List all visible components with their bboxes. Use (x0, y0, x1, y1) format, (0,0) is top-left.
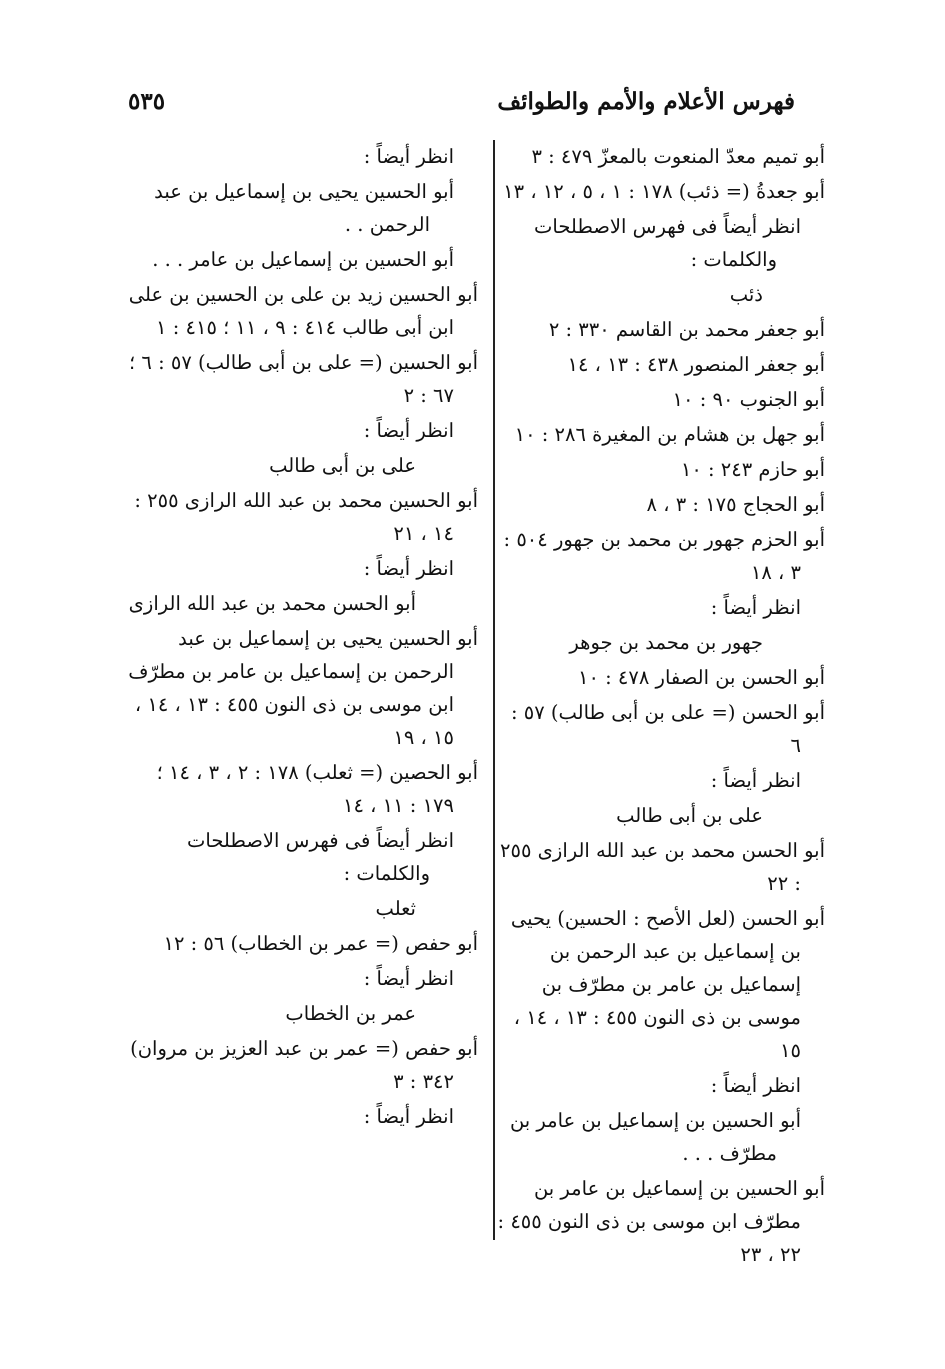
cross-reference-target: على بن أبى طالب (616, 804, 763, 827)
cross-reference-note: انظر أيضاً : (710, 1074, 801, 1097)
index-entry: أبو جهل بن هشام بن المغيرة ٢٨٦ : ١٠ (514, 423, 825, 446)
index-entry: أبو جعفر محمد بن القاسم ٣٣٠ : ٢ (548, 318, 825, 341)
cross-reference-note: انظر أيضاً : (363, 145, 454, 168)
running-header-title: فهرس الأعلام والأمم والطوائف (497, 88, 795, 115)
index-entry: أبو حازم ٢٤٣ : ١٠ (680, 458, 825, 481)
index-entry: أبو الحزم جهور بن محمد بن جهور ٥٠٤ : ٣ ، ١٨ (503, 528, 825, 584)
left-index-column (128, 140, 478, 1135)
cross-reference-target: على بن أبى طالب (269, 454, 416, 477)
index-entry: أبو الجنوب ٩٠ : ١٠ (672, 388, 825, 411)
cross-reference-target: ثعلب (375, 897, 416, 920)
cross-reference-note: انظر أيضاً فى فهرس الاصطلحات والكلمات : (187, 829, 454, 885)
cross-reference-target: أبو الحسن محمد بن عبد الله الرازى (128, 592, 416, 615)
index-entry: أبو الحسن (= على بن أبى طالب) ٥٧ : ٦ (510, 701, 825, 757)
page-header (128, 88, 795, 128)
cross-reference-note: انظر أيضاً : (363, 557, 454, 580)
index-entry: أبو تميم معدّ المنعوت بالمعزّ ٤٧٩ : ٣ (531, 145, 825, 168)
index-entry: أبو الحسن بن الصفار ٤٧٨ : ١٠ (577, 666, 825, 689)
cross-reference-note: انظر أيضاً : (363, 1105, 454, 1128)
index-entry: أبو جعدةُ (= ذئب) ١٧٨ : ١ ، ٥ ، ١٢ ، ١٣ (503, 180, 825, 203)
index-entry: أبو الحسين بن إسماعيل بن عامر بن مطرّف ابن موسى بن ذى النون ٤٥٥ : ٢٢ ، ٢٣ (497, 1177, 825, 1266)
index-entry: أبو الحسين زيد بن على بن الحسين بن على ابن أبى طالب ٤١٤ : ٩ ، ١١ ؛ ٤١٥ : ١ (128, 283, 478, 339)
index-entry: أبو الحسين (= على بن أبى طالب) ٥٧ : ٦ ؛ ٦٧ : ٢ (128, 351, 478, 407)
cross-reference-note: أبو الحسين بن إسماعيل بن عامر . . . (152, 248, 454, 271)
index-entry: أبو الحسين يحيى بن إسماعيل بن عبد الرحمن بن إسماعيل بن عامر بن مطرّف ابن موسى بن ذى النون ٤٥٥ : ١٣ ، ١٤ ، ١٥ ، ١٩ (128, 627, 478, 749)
cross-reference-target: ذئب (729, 283, 763, 306)
index-entry: أبو الحجاج ١٧٥ : ٣ ، ٨ (646, 493, 825, 516)
cross-reference-target: جهور بن محمد بن جوهر (569, 631, 763, 654)
index-entry: أبو الحسن (لعل الأصح : الحسين) يحيى بن إسماعيل بن عبد الرحمن بن إسماعيل بن عامر بن مطرّف بن موسى بن ذى النون ٤٥٥ : ١٣ ، ١٤ ، ١٥ (510, 907, 825, 1062)
cross-reference-note: انظر أيضاً : (363, 419, 454, 442)
index-entry: أبو الحسن محمد بن عبد الله الرازى ٢٥٥ : ٢٢ (500, 839, 825, 895)
page-number: ٥٣٥ (128, 88, 166, 115)
index-entry: أبو حفص (= عمر بن عبد العزيز بن مروان) ٣٤٢ : ٣ (130, 1037, 478, 1093)
cross-reference-note: انظر أيضاً : (710, 769, 801, 792)
cross-reference-note: انظر أيضاً : (710, 596, 801, 619)
cross-reference-note: أبو الحسين يحيى بن إسماعيل بن عبد الرحمن . . (154, 180, 454, 236)
index-entry: أبو الحصين (= ثعلب) ١٧٨ : ٢ ، ٣ ، ١٤ ؛ ١٧٩ : ١١ ، ١٤ (156, 761, 478, 817)
index-entry: أبو الحسين محمد بن عبد الله الرازى ٢٥٥ : ١٤ ، ٢١ (134, 489, 478, 545)
index-entry: أبو حفص (= عمر بن الخطاب) ٥٦ : ١٢ (163, 932, 478, 955)
right-index-column (497, 140, 825, 1273)
cross-reference-note: انظر أيضاً فى فهرس الاصطلحات والكلمات : (534, 215, 801, 271)
cross-reference-note: أبو الحسين بن إسماعيل بن عامر بن مطرّف . . . (509, 1109, 801, 1165)
cross-reference-target: عمر بن الخطاب (285, 1002, 416, 1025)
cross-reference-note: انظر أيضاً : (363, 967, 454, 990)
index-entry: أبو جعفر المنصور ٤٣٨ : ١٣ ، ١٤ (567, 353, 825, 376)
column-divider (493, 140, 495, 1240)
